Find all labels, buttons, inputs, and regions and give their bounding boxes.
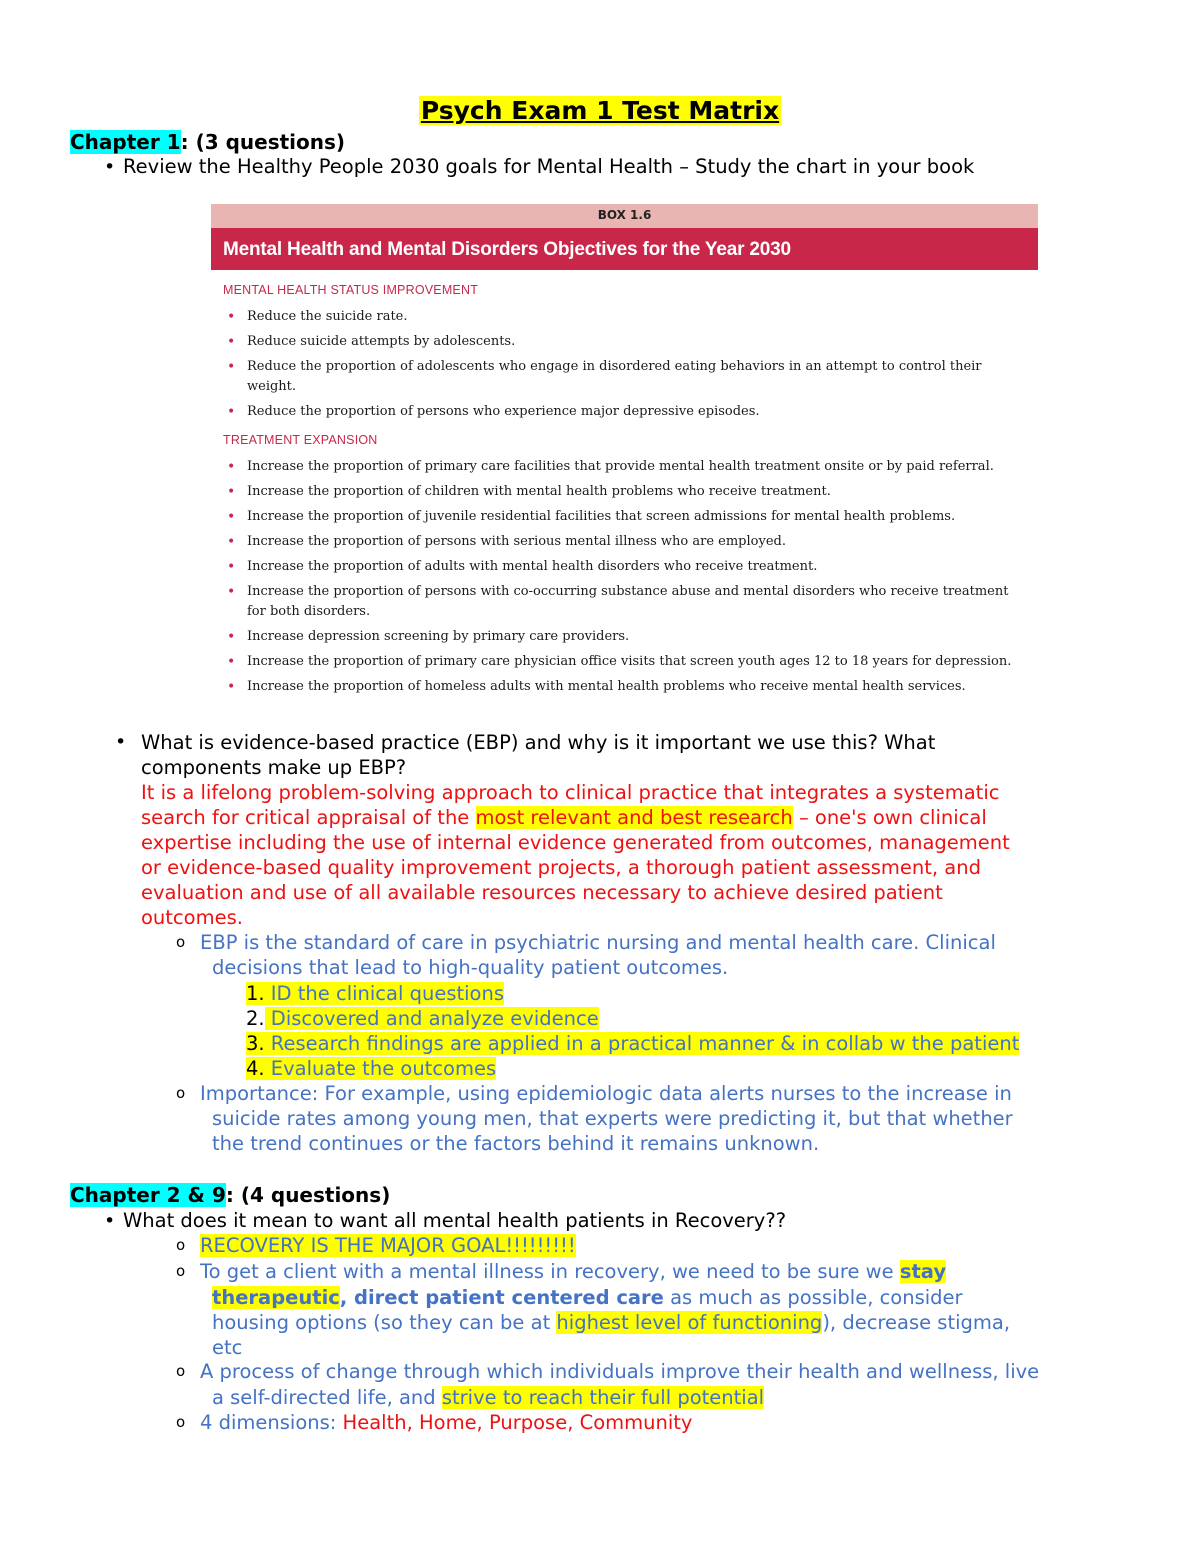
ebp-question-line1: What is evidence-based practice (EBP) and why is it important we use this? What <box>141 731 936 754</box>
ebp-standard-line2: decisions that lead to high-quality patient outcomes. <box>212 956 729 979</box>
box-item: • Increase the proportion of persons with co-occurring substance abuse and mental disorders who receive treatment <box>227 584 1009 600</box>
sub-bullet-icon: o <box>176 1236 186 1254</box>
box-item-cont: for both disorders. <box>247 604 371 619</box>
box-item-cont: weight. <box>247 379 297 394</box>
box-item: • Reduce suicide attempts by adolescents. <box>227 334 516 350</box>
ebp-answer-line2: search for critical appraisal of the most relevant and best research – one's own clinical <box>141 806 987 829</box>
page-title: Psych Exam 1 Test Matrix <box>420 96 780 125</box>
recovery-line3: housing options (so they can be at highest level of functioning), decrease stigma, <box>212 1311 1011 1334</box>
sub-bullet-icon: o <box>176 1262 186 1280</box>
sub-bullet-icon: o <box>176 933 186 951</box>
box-item: • Increase the proportion of adults with mental health disorders who receive treatment. <box>227 559 818 575</box>
box-item: • Increase the proportion of persons with serious mental illness who are employed. <box>227 534 786 550</box>
box-item: • Reduce the proportion of adolescents who engage in disordered eating behaviors in an attempt to control their <box>227 359 982 375</box>
chapter2-heading <box>70 1183 390 1207</box>
chapter2-count: : (4 questions) <box>225 1183 391 1207</box>
box-label: BOX 1.6 <box>211 204 1038 228</box>
chapter2-label: Chapter 2 & 9 <box>70 1183 226 1207</box>
ebp-step-4: 4. Evaluate the outcomes <box>246 1057 497 1080</box>
importance-line3: the trend continues or the factors behind it remains unknown. <box>212 1132 820 1155</box>
chapter1-heading <box>70 130 345 154</box>
ebp-question-line2: components make up EBP? <box>141 756 407 779</box>
ebp-step-2: 2. Discovered and analyze evidence <box>246 1007 599 1030</box>
box-item: • Increase the proportion of juvenile residential facilities that screen admissions for mental health problems. <box>227 509 956 525</box>
bullet-icon: • <box>104 156 116 178</box>
sub-bullet-icon: o <box>176 1362 186 1380</box>
box-section-treatment: TREATMENT EXPANSION <box>223 433 378 447</box>
bullet-icon: • <box>104 1210 116 1232</box>
chapter1-bullet1: Review the Healthy People 2030 goals for Mental Health – Study the chart in your book <box>123 155 975 178</box>
recovery-question: What does it mean to want all mental health patients in Recovery?? <box>123 1209 787 1232</box>
box-item: • Increase the proportion of children with mental health problems who receive treatment. <box>227 484 831 500</box>
book-box <box>211 204 1038 696</box>
importance-line1: Importance: For example, using epidemiologic data alerts nurses to the increase in <box>200 1082 1012 1105</box>
process-line1: A process of change through which individuals improve their health and wellness, live <box>200 1360 1040 1383</box>
bullet-icon: • <box>115 731 127 753</box>
highlight-best-research: most relevant and best research <box>475 806 793 829</box>
dimensions-line: 4 dimensions: Health, Home, Purpose, Community <box>200 1411 693 1434</box>
box-item: • Increase depression screening by primary care providers. <box>227 629 630 645</box>
box-item: • Reduce the suicide rate. <box>227 309 408 325</box>
process-line2: a self-directed life, and strive to reach their full potential <box>212 1386 765 1409</box>
sub-bullet-icon: o <box>176 1084 186 1102</box>
box-title: Mental Health and Mental Disorders Objectives for the Year 2030 <box>211 228 1038 270</box>
ebp-answer-line1: It is a lifelong problem-solving approach to clinical practice that integrates a systematic <box>141 781 1000 804</box>
ebp-standard-line1: EBP is the standard of care in psychiatric nursing and mental health care. Clinical <box>200 931 996 954</box>
recovery-line2: therapeutic, direct patient centered care as much as possible, consider <box>212 1286 963 1309</box>
recovery-line4: etc <box>212 1336 243 1359</box>
box-item: • Reduce the proportion of persons who experience major depressive episodes. <box>227 404 760 420</box>
recovery-goal: RECOVERY IS THE MAJOR GOAL!!!!!!!!! <box>200 1234 576 1257</box>
recovery-line1: To get a client with a mental illness in recovery, we need to be sure we stay <box>200 1260 947 1283</box>
sub-bullet-icon: o <box>176 1413 186 1431</box>
ebp-step-3: 3. Research findings are applied in a practical manner & in collab w the patient <box>246 1032 1020 1055</box>
box-section-status: MENTAL HEALTH STATUS IMPROVEMENT <box>223 283 479 297</box>
ebp-answer-line3: expertise including the use of internal evidence generated from outcomes, management <box>141 831 1010 854</box>
box-item: • Increase the proportion of primary care facilities that provide mental health treatment onsite or by paid referral. <box>227 459 994 475</box>
ebp-answer-line4: or evidence-based quality improvement projects, a thorough patient assessment, and <box>141 856 981 879</box>
ebp-step-1: 1. ID the clinical questions <box>246 982 504 1005</box>
ebp-answer-line6: outcomes. <box>141 906 243 929</box>
chapter1-label: Chapter 1 <box>70 130 181 154</box>
title-wrap <box>0 96 1200 125</box>
box-item: • Increase the proportion of homeless adults with mental health problems who receive mental health services. <box>227 679 966 695</box>
importance-line2: suicide rates among young men, that experts were predicting it, but that whether <box>212 1107 1013 1130</box>
box-item: • Increase the proportion of primary care physician office visits that screen youth ages 12 to 18 years for depression. <box>227 654 1012 670</box>
ebp-answer-line5: evaluation and use of all available resources necessary to achieve desired patient <box>141 881 943 904</box>
chapter1-count: : (3 questions) <box>180 130 346 154</box>
